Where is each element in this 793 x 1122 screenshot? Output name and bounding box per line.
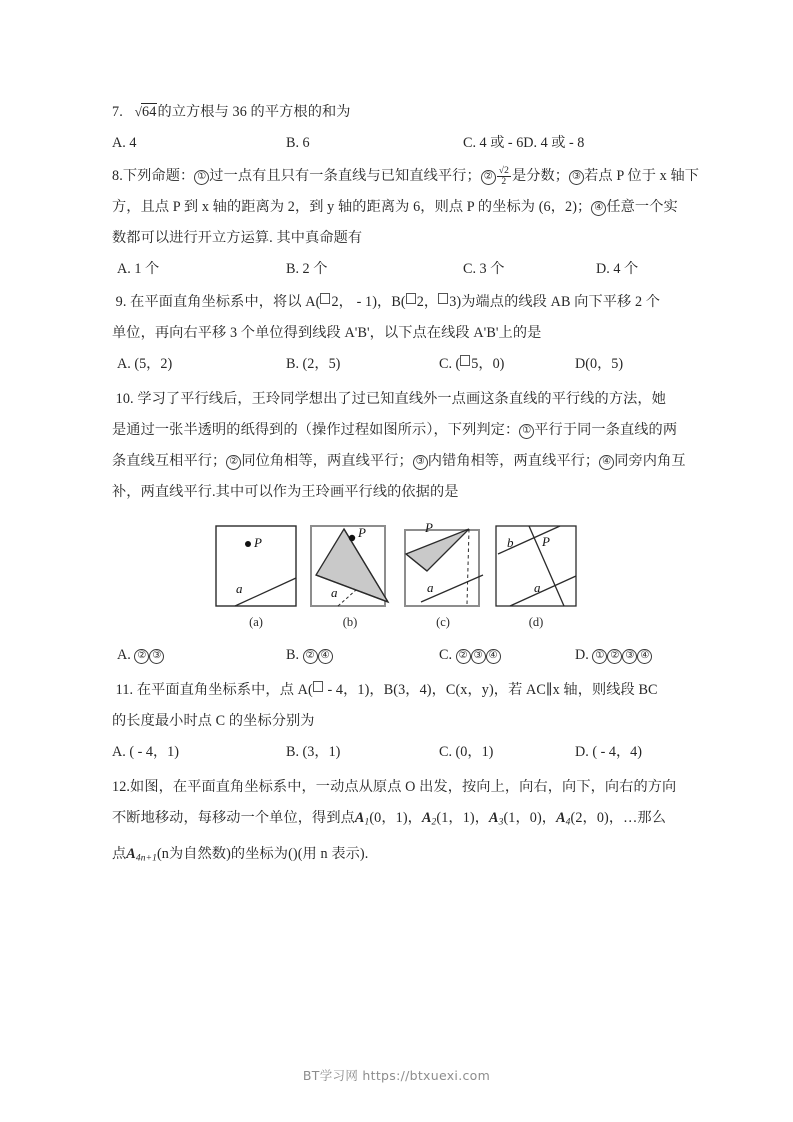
fraction-numerator: √2 [498, 166, 509, 177]
question-8-stem-line-3: 数都可以进行开立方运算. 其中真命题有 [112, 230, 363, 246]
question-8-stem-line-2 [112, 192, 684, 223]
question-12-stem-line-1 [112, 772, 684, 803]
svg-text:P: P [425, 520, 433, 535]
circled-2-icon: ② [303, 649, 318, 664]
figure-b-drawing [304, 520, 396, 612]
question-10-stem-line-1 [112, 384, 684, 415]
question-12-line-1-text: 如图，在平面直角坐标系中，一动点从原点 O 出发，按向上，向右，向下，向右的方向 [130, 779, 677, 795]
circled-2-icon: ② [607, 649, 622, 664]
figure-d-drawing [490, 520, 582, 612]
question-8-options [112, 254, 684, 285]
question-11-options [112, 737, 684, 768]
point-a2-base: A [421, 810, 432, 826]
question-7-number: 7. [112, 104, 123, 120]
missing-glyph-box-icon [406, 293, 416, 304]
option-10-b-prefix: B. [286, 647, 303, 663]
question-11-line-1-rest: - 4，1)，B(3，4)，C(x，y)，若 AC∥x 轴，则线段 BC [323, 682, 658, 698]
option-10-d-prefix: D. [575, 647, 593, 663]
point-a4n1-base: A [126, 845, 136, 862]
question-10-judgement-2: 同位角相等，两直线平行； [241, 453, 413, 469]
point-a4 [556, 810, 570, 826]
question-9-part-d: 3)为端点的线段 AB 向下平移 2 个 [449, 294, 661, 310]
question-10-stem-line-3 [112, 446, 684, 477]
footer-site-name: BT学习网 [302, 1068, 359, 1083]
question-10-judgement-1: 平行于同一条直线的两 [534, 422, 678, 438]
point-a3-base: A [489, 810, 499, 826]
point-a4-base: A [556, 810, 566, 826]
question-10-number: 10. [115, 391, 134, 407]
svg-text:b: b [507, 535, 514, 550]
option-10-b[interactable] [286, 640, 333, 671]
circled-3-icon: ③ [413, 455, 428, 470]
question-8-prop-2: 是分数； [511, 168, 570, 184]
svg-text:a: a [534, 580, 541, 595]
question-8-prop-4: 任意一个实 [606, 199, 678, 215]
option-11-d[interactable]: D. ( - 4，4) [575, 744, 642, 760]
point-a4n1-subscript: 4n+1 [135, 853, 157, 864]
point-a2-coord: (1，1)， [436, 810, 490, 826]
circled-4-icon: ④ [599, 455, 614, 470]
figure-c-caption: (c) [436, 615, 450, 629]
circled-4-icon: ④ [637, 649, 652, 664]
point-a4-subscript: 4 [565, 817, 571, 828]
question-9-options [112, 349, 684, 380]
option-8-d[interactable]: D. 4 个 [596, 261, 639, 277]
option-8-a[interactable]: A. 1 个 [117, 261, 160, 277]
figure-a-caption: (a) [249, 615, 263, 629]
question-7-options [112, 128, 684, 159]
svg-text:P: P [358, 525, 366, 540]
figure-d-caption: (d) [528, 615, 544, 629]
question-10-judgement-3: 内错角相等，两直线平行； [427, 453, 600, 469]
question-9-stem-line-1 [112, 287, 684, 318]
question-10-options [112, 640, 684, 671]
circled-4-icon: ④ [486, 649, 501, 664]
question-9-stem-line-2: 单位，再向右平移 3 个单位得到线段 A'B'，以下点在线段 A'B'上的是 [112, 325, 542, 341]
question-9-part-b: 2， - 1)，B( [331, 294, 406, 310]
option-9-c-suffix: 5，0) [471, 356, 505, 372]
point-a1 [355, 810, 369, 826]
question-12-stem-line-3 [112, 839, 684, 875]
question-8-number: 8. [112, 168, 123, 184]
option-9-c[interactable] [439, 349, 504, 380]
question-10-stem-line-2 [112, 415, 684, 446]
point-a4-coord: (2，0)， [570, 810, 624, 826]
question-9-number: 9. [115, 294, 127, 310]
option-11-c[interactable]: C. (0，1) [439, 744, 494, 760]
fraction-denominator: 2 [501, 177, 507, 188]
option-10-a-prefix: A. [117, 647, 135, 663]
svg-text:a: a [331, 585, 338, 600]
footer-watermark [0, 1066, 793, 1084]
question-7-stem-text: 的立方根与 36 的平方根的和为 [157, 104, 351, 120]
question-11-stem-line-1 [112, 675, 684, 706]
question-8-intro: 下列命题： [122, 168, 195, 184]
question-9-part-c: 2， [416, 294, 439, 310]
figure-b [304, 520, 396, 630]
radical-body: 64 [142, 104, 157, 120]
option-8-c[interactable]: C. 3 个 [463, 261, 505, 277]
option-10-c[interactable] [439, 640, 501, 671]
footer-url: https://btxuexi.com [362, 1068, 491, 1083]
question-8-prop-1: 过一点有且只有一条直线与已知直线平行； [209, 168, 481, 184]
circled-1-icon: ① [592, 649, 607, 664]
point-a1-base: A [354, 810, 365, 826]
option-8-b[interactable]: B. 2 个 [286, 261, 328, 277]
question-list [112, 96, 700, 874]
question-8-prop-3: 若点 P 位于 x 轴下 [584, 168, 700, 184]
circled-3-icon: ③ [569, 170, 584, 185]
circled-3-icon: ③ [149, 649, 164, 664]
option-7-b[interactable]: B. 6 [286, 135, 310, 151]
question-10-line-2-text: 是通过一张半透明的纸得到的（操作过程如图所示），下列判定： [112, 422, 520, 438]
svg-text:P: P [542, 534, 550, 549]
question-10-judgement-4: 同旁内角互 [614, 453, 686, 469]
question-7-stem [112, 96, 684, 128]
option-9-c-prefix: C. ( [439, 356, 461, 372]
point-a3-coord: (1，0)， [503, 810, 557, 826]
missing-glyph-box-icon [313, 681, 323, 692]
svg-text:a: a [236, 581, 243, 596]
question-12-line-2-tail: …那么 [623, 810, 667, 826]
question-10-figure-group [112, 520, 684, 638]
option-7-a[interactable]: A. 4 [112, 135, 137, 151]
point-a2-subscript: 2 [431, 817, 437, 828]
svg-text:a: a [427, 580, 434, 595]
fraction-sqrt2-over-2 [497, 166, 511, 188]
question-12-stem-line-2 [112, 803, 684, 839]
question-9-intro: 在平面直角坐标系中，将以 A( [130, 294, 321, 310]
option-9-d[interactable]: D(0，5) [575, 356, 624, 372]
svg-text:P: P [254, 535, 262, 550]
question-12-number: 12. [112, 779, 131, 795]
question-10-line-1-text: 学习了平行线后，王玲同学想出了过已知直线外一点画这条直线的平行线的方法，她 [137, 391, 666, 407]
sqrt-64: √64 [134, 104, 157, 120]
figure-c [397, 520, 489, 630]
missing-glyph-box-icon [438, 293, 448, 304]
circled-1-icon: ① [194, 170, 209, 185]
option-10-c-prefix: C. [439, 647, 456, 663]
question-12-line-3-tail: (n为自然数)的坐标为()(用 n 表示). [156, 845, 369, 862]
option-9-b[interactable]: B. (2，5) [286, 356, 341, 372]
figure-a [210, 520, 302, 630]
figure-c-drawing [397, 520, 489, 612]
point-a1-coord: (0，1)， [369, 810, 422, 826]
option-9-a[interactable]: A. (5，2) [117, 356, 173, 372]
question-10-line-3-text: 条直线互相平行； [112, 453, 227, 469]
question-11-number: 11. [115, 682, 134, 698]
point-a4n1 [126, 846, 157, 862]
point-a1-subscript: 1 [364, 817, 370, 828]
circled-3-icon: ③ [471, 649, 486, 664]
point-a3-subscript: 3 [498, 817, 504, 828]
point-a2 [422, 810, 436, 826]
circled-2-icon: ② [134, 649, 149, 664]
point-a3 [489, 810, 503, 826]
missing-glyph-box-icon [460, 355, 470, 366]
question-10-stem-line-4: 补，两直线平行.其中可以作为王玲画平行线的依据的是 [112, 484, 459, 500]
circled-2-icon: ② [226, 455, 241, 470]
missing-glyph-box-icon [320, 293, 330, 304]
figure-d [490, 520, 582, 630]
question-12-line-3-head: 点 [112, 845, 127, 862]
question-11-intro: 在平面直角坐标系中，点 A( [136, 682, 313, 698]
figure-b-caption: (b) [342, 615, 358, 629]
question-8-stem-line-1 [112, 161, 700, 192]
question-12-line-2-text: 不断地移动，每移动一个单位，得到点 [112, 810, 355, 826]
circled-1-icon: ① [519, 424, 534, 439]
question-8-line-2-text: 方，且点 P 到 x 轴的距离为 2，到 y 轴的距离为 6，则点 P 的坐标为 (6，2)； [112, 199, 592, 215]
option-10-a[interactable] [117, 640, 164, 671]
circled-4-icon: ④ [591, 201, 606, 216]
circled-2-icon: ② [456, 649, 471, 664]
figure-a-drawing [210, 520, 302, 612]
circled-3-icon: ③ [622, 649, 637, 664]
option-11-a[interactable]: A. ( - 4，1) [112, 744, 179, 760]
option-7-c[interactable]: C. 4 或 - 6D. 4 或 - 8 [463, 135, 585, 151]
circled-2-icon: ② [481, 170, 496, 185]
option-11-b[interactable]: B. (3，1) [286, 744, 341, 760]
circled-4-icon: ④ [318, 649, 333, 664]
question-11-stem-line-2: 的长度最小时点 C 的坐标分别为 [112, 713, 315, 729]
option-10-d[interactable] [575, 640, 652, 671]
